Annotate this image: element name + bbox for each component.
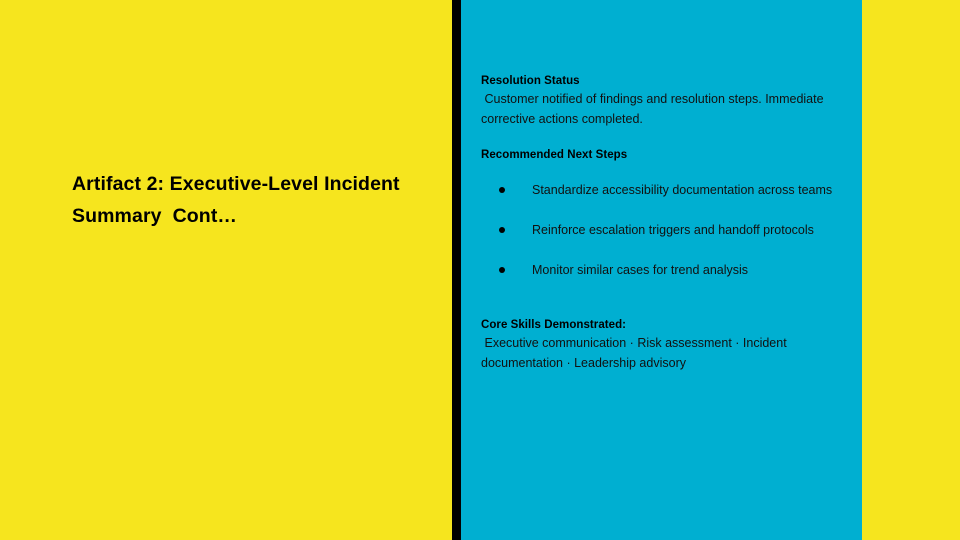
list-item <box>481 220 853 240</box>
resolution-status-body: Customer notified of findings and resolution steps. Immediate corrective actions completed. <box>481 92 828 126</box>
list-item <box>481 260 853 280</box>
core-skills-heading: Core Skills Demonstrated: <box>481 319 627 331</box>
list-item-label: Monitor similar cases for trend analysis <box>532 263 749 277</box>
resolution-status-section <box>481 74 853 129</box>
spacer-before-core-skills <box>481 280 853 318</box>
next-steps-list <box>481 180 853 280</box>
list-item-label: Standardize accessibility documentation across teams <box>532 183 833 197</box>
next-steps-heading: Recommended Next Steps <box>481 149 628 161</box>
list-item <box>481 180 853 200</box>
core-skills-body: Executive communication · Risk assessment · Incident documentation · Leadership advisory <box>481 336 791 370</box>
bullet-icon <box>499 267 505 273</box>
bullet-icon <box>499 187 505 193</box>
content-body <box>481 74 853 373</box>
content-panel <box>461 0 862 540</box>
spacer-after-resolution <box>481 129 853 148</box>
resolution-status-heading: Resolution Status <box>481 75 580 87</box>
spacer-after-next-steps-heading <box>481 163 853 180</box>
panel-divider <box>452 0 461 540</box>
core-skills-section <box>481 318 853 373</box>
list-item-label: Reinforce escalation triggers and handoff protocols <box>532 223 814 237</box>
bullet-icon <box>499 227 505 233</box>
next-steps-section <box>481 148 853 280</box>
page-title: Artifact 2: Executive-Level Incident Summary Cont… <box>72 173 406 227</box>
title-panel <box>0 0 452 540</box>
